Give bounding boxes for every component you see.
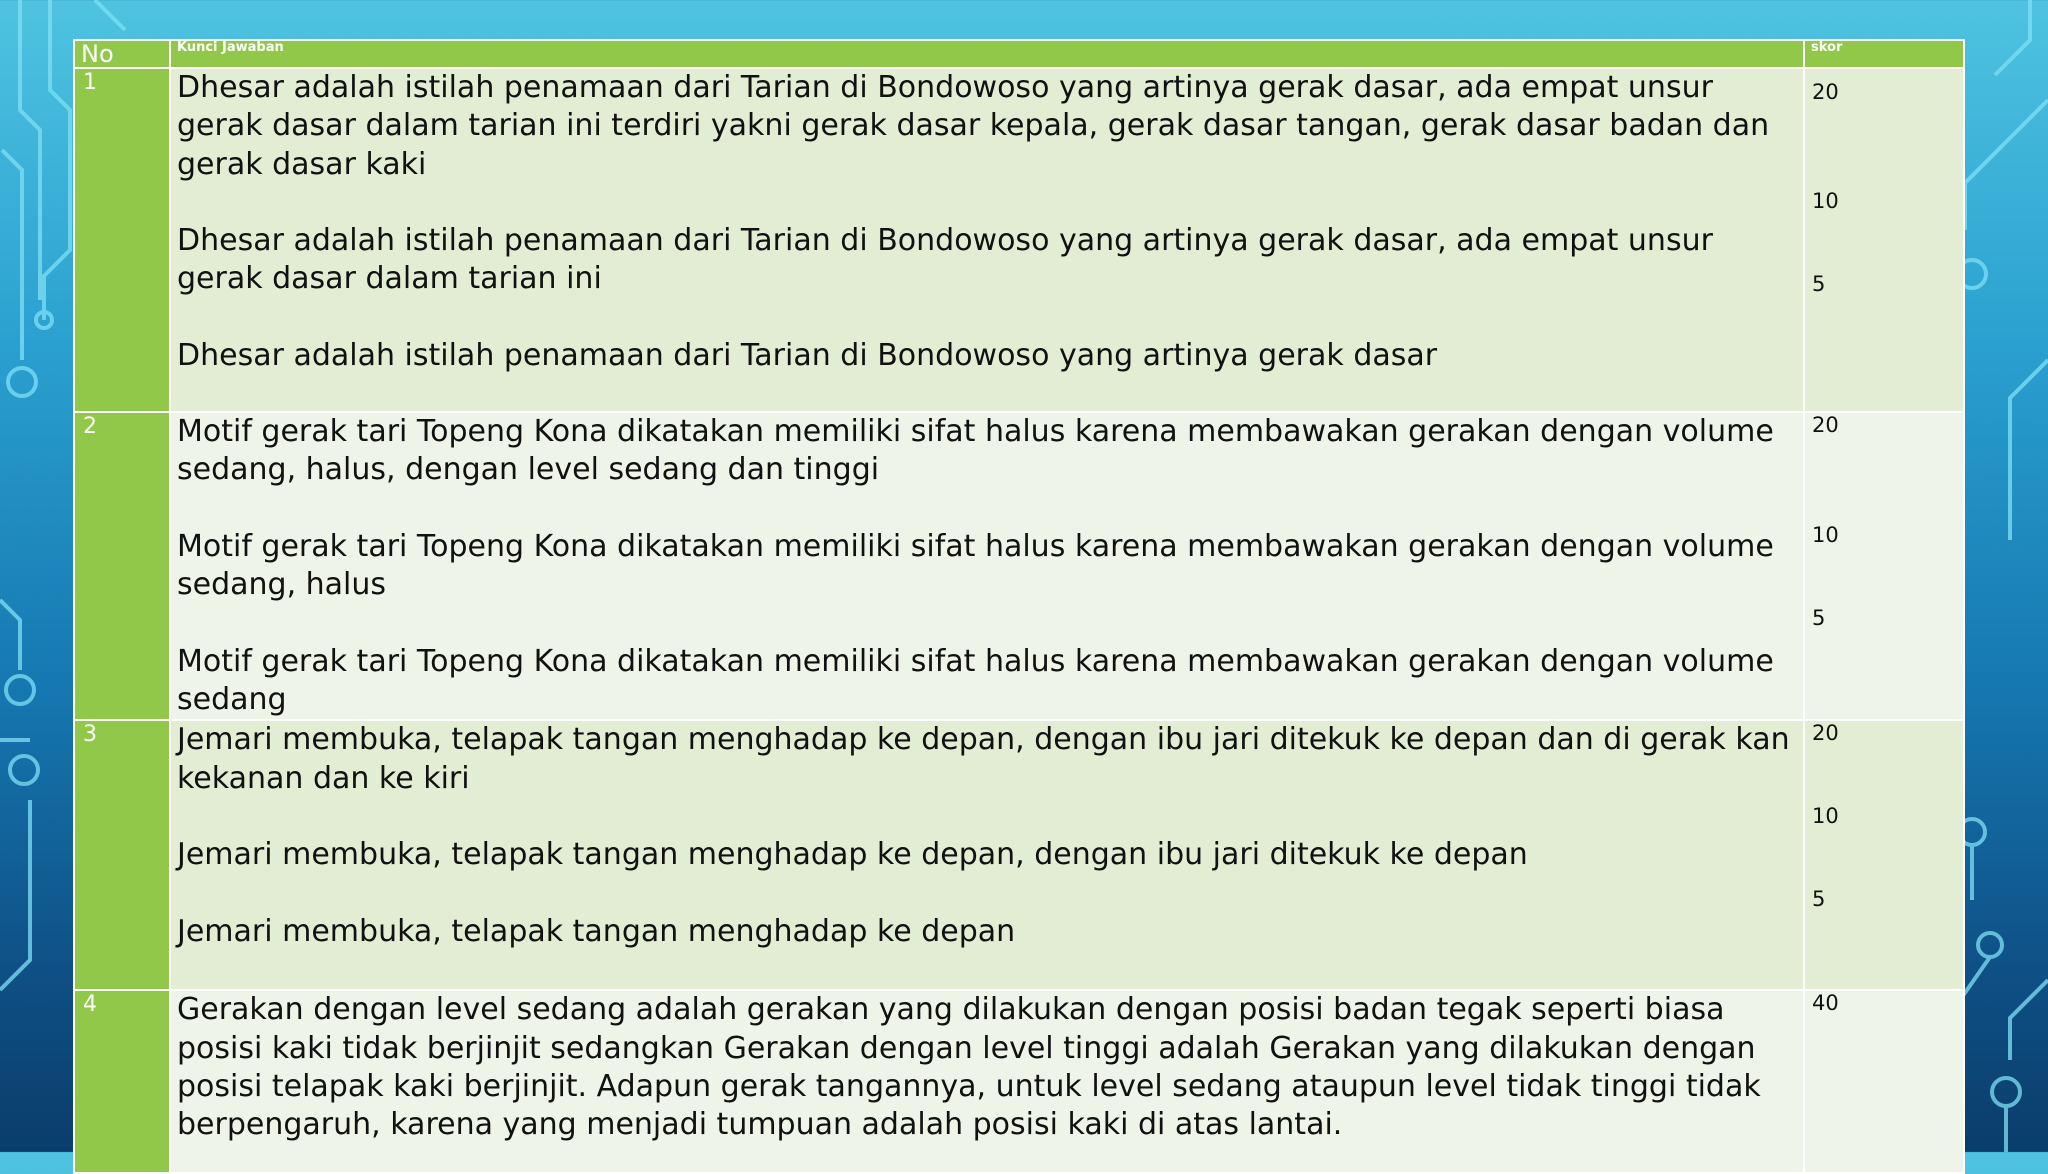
answer-text: Motif gerak tari Topeng Kona dikatakan memiliki sifat halus karena membawakan gerakan dengan volume sedang, halus, dengan level sedang dan tinggi — [177, 414, 1774, 488]
score-value: 5 — [1812, 887, 1826, 912]
table-row — [74, 720, 1964, 990]
table-row — [74, 990, 1964, 1173]
answer-cell — [170, 990, 1804, 1173]
table-header-row — [74, 40, 1964, 68]
answer-text: Dhesar adalah istilah penamaan dari Tarian di Bondowoso yang artinya gerak dasar, ada empat unsur gerak dasar dalam tarian ini terdiri yakni gerak dasar kepala, gerak dasar tangan, gerak dasar badan dan gerak dasar kaki — [177, 70, 1770, 182]
score-cell — [1804, 412, 1964, 720]
score-value: 10 — [1812, 523, 1839, 547]
header-skor: skor — [1804, 40, 1964, 68]
answer-cell — [170, 720, 1804, 990]
score-value: 5 — [1812, 606, 1826, 630]
row-number: 3 — [74, 720, 170, 990]
answer-text: Gerakan dengan level sedang adalah gerakan yang dilakukan dengan posisi badan tegak seperti biasa posisi kaki tidak berjinjit sedangkan Gerakan dengan level tinggi adalah Gerakan yang dilakukan dengan posisi telapak kaki berjinjit. Adapun gerak tangannya, untuk level sedang ataupun level tidak tinggi tidak berpengaruh, karena yang menjadi tumpuan adalah posisi kaki di atas lantai. — [177, 992, 1761, 1143]
answer-text: Dhesar adalah istilah penamaan dari Tarian di Bondowoso yang artinya gerak dasar, ada empat unsur gerak dasar dalam tarian ini — [177, 223, 1713, 297]
table-row — [74, 68, 1964, 412]
score-cell — [1804, 990, 1964, 1173]
score-value: 20 — [1812, 721, 1839, 746]
answer-text: Motif gerak tari Topeng Kona dikatakan memiliki sifat halus karena membawakan gerakan dengan volume sedang — [177, 643, 1774, 718]
row-number: 4 — [74, 990, 170, 1173]
header-no: No — [74, 40, 170, 68]
header-kunci-jawaban: Kunci Jawaban — [170, 40, 1804, 68]
row-number: 1 — [74, 68, 170, 412]
score-cell — [1804, 68, 1964, 412]
answer-text: Jemari membuka, telapak tangan menghadap ke depan, dengan ibu jari ditekuk ke depan — [177, 837, 1528, 873]
score-value: 10 — [1812, 189, 1839, 213]
answer-text: Motif gerak tari Topeng Kona dikatakan memiliki sifat halus karena membawakan gerakan dengan volume sedang, halus — [177, 528, 1774, 603]
score-value: 40 — [1812, 991, 1839, 1016]
score-value: 20 — [1812, 413, 1839, 437]
answer-cell — [170, 68, 1804, 412]
answer-text: Jemari membuka, telapak tangan menghadap ke depan, dengan ibu jari ditekuk ke depan dan di gerak kan kekanan dan ke kiri — [177, 722, 1790, 796]
answer-key-table — [73, 39, 1965, 1174]
row-number: 2 — [74, 412, 170, 720]
answer-text: Jemari membuka, telapak tangan menghadap ke depan — [177, 913, 1016, 949]
answer-text: Dhesar adalah istilah penamaan dari Tarian di Bondowoso yang artinya gerak dasar — [177, 338, 1438, 374]
score-value: 5 — [1812, 272, 1826, 296]
answer-cell — [170, 412, 1804, 720]
score-value: 20 — [1812, 80, 1839, 104]
table-row — [74, 412, 1964, 720]
score-cell — [1804, 720, 1964, 990]
score-value: 10 — [1812, 804, 1839, 829]
